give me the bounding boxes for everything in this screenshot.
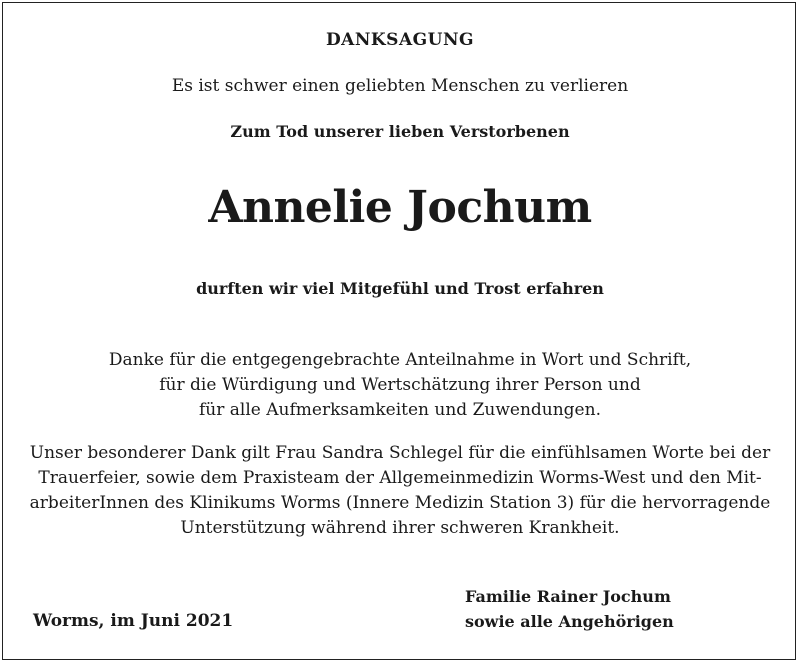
signature-line: sowie alle Angehörigen: [465, 612, 674, 631]
notice-intro: Zum Tod unserer lieben Verstorbenen: [230, 122, 570, 141]
thanks-paragraph-1-line: Danke für die entgegengebrachte Anteilnahme in Wort und Schrift,: [108, 350, 692, 370]
signature-line: Familie Rainer Jochum: [465, 587, 671, 606]
thanks-paragraph-2-line: arbeiterInnen des Klinikums Worms (Innere Medizin Station 3) für die hervorragende: [29, 493, 771, 513]
thanks-paragraph-2-line: Trauerfeier, sowie dem Praxisteam der Allgemeinmedizin Worms-West und den Mit-: [38, 468, 762, 488]
deceased-name: Annelie Jochum: [208, 182, 592, 233]
notice-heading: DANKSAGUNG: [325, 30, 475, 50]
thanks-paragraph-1-line: für alle Aufmerksamkeiten und Zuwendungen.: [199, 400, 601, 420]
place-and-date: Worms, im Juni 2021: [33, 611, 234, 631]
notice-received-line: durften wir viel Mitgefühl und Trost erfahren: [196, 279, 604, 298]
thanks-paragraph-2-line: Unser besonderer Dank gilt Frau Sandra Schlegel für die einfühlsamen Worte bei der: [29, 443, 771, 463]
thanks-paragraph-1: [3, 348, 797, 423]
signature-block: [465, 584, 674, 634]
thanks-paragraph-2-line: Unterstützung während ihrer schweren Krankheit.: [180, 518, 620, 538]
obituary-notice: [2, 2, 796, 660]
notice-subtitle: Es ist schwer einen geliebten Menschen zu verlieren: [171, 76, 629, 96]
thanks-paragraph-2: [3, 441, 797, 541]
thanks-paragraph-1-line: für die Würdigung und Wertschätzung ihrer Person und: [159, 375, 641, 395]
